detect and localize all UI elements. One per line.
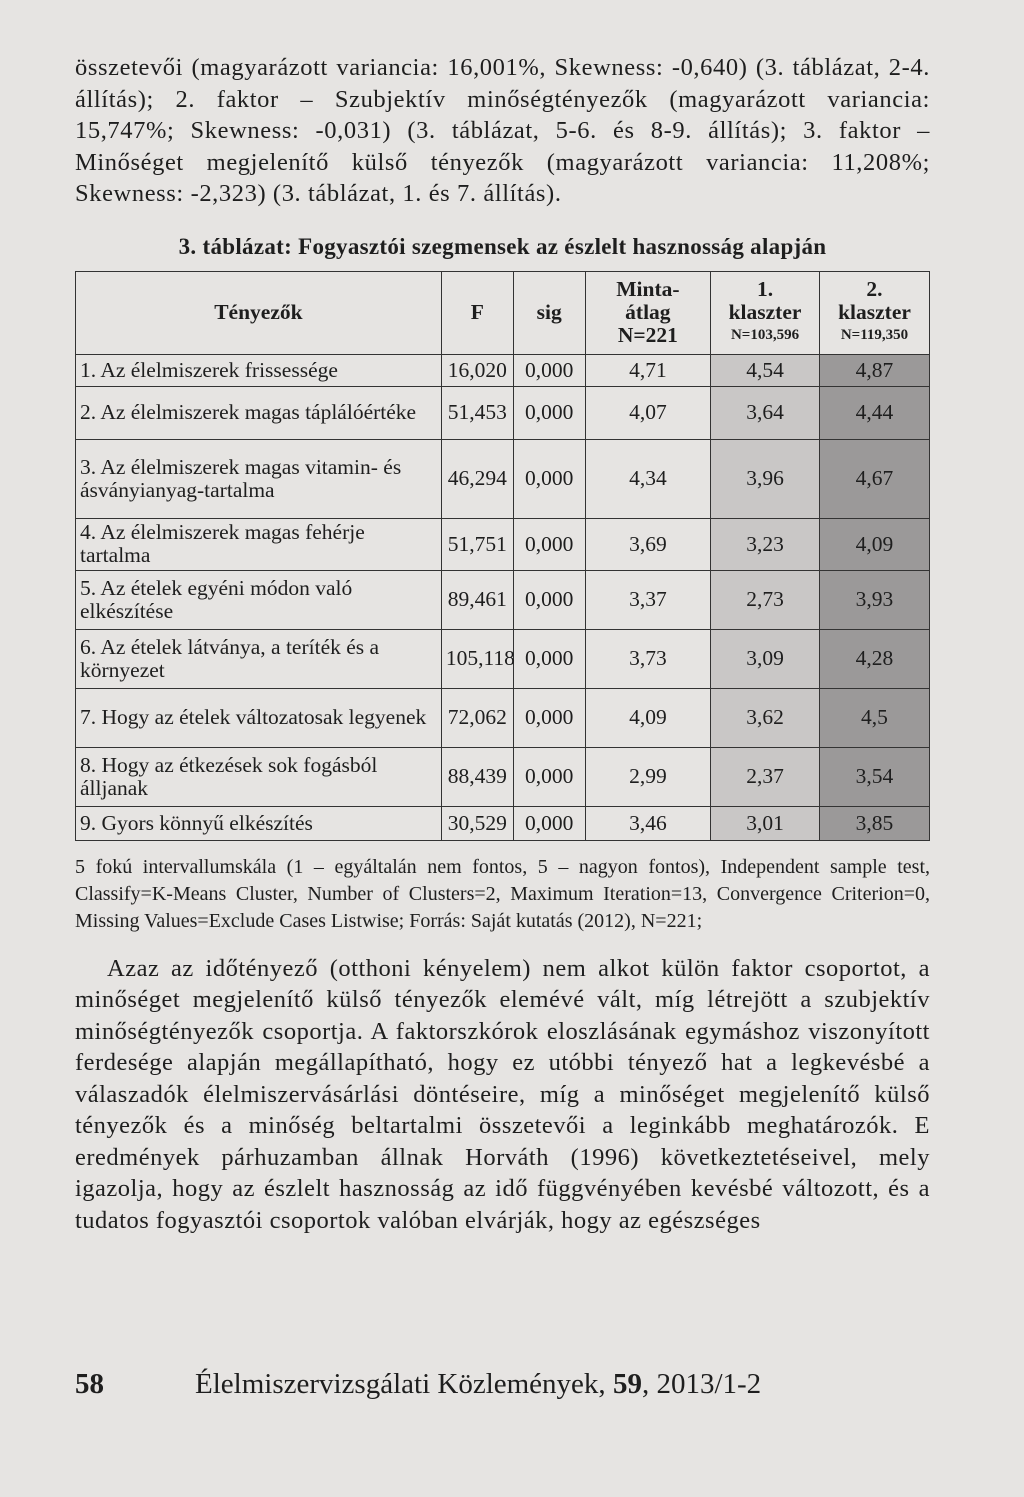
row-average-value: 4,34 xyxy=(585,439,710,518)
header-cluster-1 xyxy=(711,271,820,354)
row-cluster1-value: 3,64 xyxy=(711,386,820,439)
row-factor-name: 5. Az ételek egyéni módon való elkészítése xyxy=(76,570,442,629)
header-sig: sig xyxy=(513,271,585,354)
row-cluster2-value: 4,67 xyxy=(819,439,929,518)
header-k1-line2: klaszter xyxy=(728,300,802,324)
row-average-value: 4,71 xyxy=(585,354,710,386)
row-f-value: 89,461 xyxy=(441,570,513,629)
row-f-value: 30,529 xyxy=(441,806,513,840)
row-cluster1-value: 3,62 xyxy=(711,688,820,747)
row-cluster2-value: 4,28 xyxy=(819,629,929,688)
row-cluster2-value: 3,85 xyxy=(819,806,929,840)
row-cluster1-value: 2,73 xyxy=(711,570,820,629)
header-cluster-2 xyxy=(819,271,929,354)
table-row xyxy=(76,570,930,629)
header-avg-line1: Minta- xyxy=(616,277,680,301)
row-f-value: 16,020 xyxy=(441,354,513,386)
row-factor-name: 8. Hogy az étkezések sok fogásból álljanak xyxy=(76,747,442,806)
row-sig-value: 0,000 xyxy=(513,806,585,840)
row-sig-value: 0,000 xyxy=(513,518,585,570)
page-footer xyxy=(75,1368,930,1401)
row-sig-value: 0,000 xyxy=(513,629,585,688)
row-sig-value: 0,000 xyxy=(513,747,585,806)
header-avg-line2: átlag xyxy=(625,300,671,324)
header-k2-line2: klaszter xyxy=(838,300,911,324)
header-k2-line3: N=119,350 xyxy=(840,327,909,343)
page-number: 58 xyxy=(75,1368,104,1400)
row-f-value: 51,751 xyxy=(441,518,513,570)
row-average-value: 3,46 xyxy=(585,806,710,840)
header-k1-line3: N=103,596 xyxy=(730,327,800,343)
row-cluster1-value: 3,23 xyxy=(711,518,820,570)
row-cluster2-value: 4,5 xyxy=(819,688,929,747)
row-cluster1-value: 3,96 xyxy=(711,439,820,518)
row-average-value: 3,69 xyxy=(585,518,710,570)
row-factor-name: 9. Gyors könnyű elkészítés xyxy=(76,806,442,840)
row-average-value: 4,09 xyxy=(585,688,710,747)
row-f-value: 72,062 xyxy=(441,688,513,747)
row-sig-value: 0,000 xyxy=(513,688,585,747)
row-cluster2-value: 4,44 xyxy=(819,386,929,439)
journal-issue: , 2013/1-2 xyxy=(641,1368,762,1400)
page-content xyxy=(75,52,930,1236)
row-cluster1-value: 2,37 xyxy=(711,747,820,806)
results-table xyxy=(75,271,930,841)
journal-volume: 59 xyxy=(612,1368,642,1400)
row-average-value: 3,73 xyxy=(585,629,710,688)
table-row xyxy=(76,747,930,806)
row-cluster2-value: 3,93 xyxy=(819,570,929,629)
row-average-value: 3,37 xyxy=(585,570,710,629)
row-factor-name: 7. Hogy az ételek változatosak legyenek xyxy=(76,688,442,747)
row-f-value: 88,439 xyxy=(441,747,513,806)
table-row xyxy=(76,629,930,688)
table-row xyxy=(76,806,930,840)
table-row xyxy=(76,354,930,386)
row-factor-name: 1. Az élelmiszerek frissessége xyxy=(76,354,442,386)
row-cluster2-value: 4,87 xyxy=(819,354,929,386)
row-f-value: 46,294 xyxy=(441,439,513,518)
row-cluster2-value: 4,09 xyxy=(819,518,929,570)
header-avg-line3: N=221 xyxy=(617,323,678,347)
header-k2-line1: 2. xyxy=(866,277,883,301)
row-sig-value: 0,000 xyxy=(513,386,585,439)
row-cluster1-value: 3,09 xyxy=(711,629,820,688)
row-cluster2-value: 3,54 xyxy=(819,747,929,806)
row-cluster1-value: 4,54 xyxy=(711,354,820,386)
row-sig-value: 0,000 xyxy=(513,439,585,518)
row-cluster1-value: 3,01 xyxy=(711,806,820,840)
table-row xyxy=(76,688,930,747)
header-sample-average xyxy=(585,271,710,354)
row-f-value: 105,118 xyxy=(441,629,513,688)
row-factor-name: 6. Az ételek látványa, a teríték és a környezet xyxy=(76,629,442,688)
row-sig-value: 0,000 xyxy=(513,354,585,386)
table-row xyxy=(76,439,930,518)
header-k1-line1: 1. xyxy=(756,277,774,301)
journal-name: Élelmiszervizsgálati Közlemények, xyxy=(195,1368,613,1400)
row-average-value: 4,07 xyxy=(585,386,710,439)
journal-citation xyxy=(195,1368,761,1401)
header-f: F xyxy=(441,271,513,354)
row-factor-name: 4. Az élelmiszerek magas fehérje tartalma xyxy=(76,518,442,570)
row-average-value: 2,99 xyxy=(585,747,710,806)
row-sig-value: 0,000 xyxy=(513,570,585,629)
table-note: 5 fokú intervallumskála (1 – egyáltalán nem fontos, 5 – nagyon fontos), Independent sample test, Classify=K-Means Cluster, Number of Clusters=2, Maximum Iteration=13, Convergence Criterion=0, Missing Values=Exclude Cases Listwise; Forrás: Saját kutatás (2012), N=221; xyxy=(75,855,930,932)
table-row xyxy=(76,518,930,570)
table-header-row xyxy=(76,271,930,354)
body-paragraph: Azaz az időtényező (otthoni kényelem) nem alkot külön faktor csoportot, a minőséget megjelenítő külső tényezők elemévé vált, míg létrejött a szubjektív minőségtényezők csoportja. A faktorszkórok eloszlásának egymáshoz viszonyított ferdesége alapján megállapítható, hogy ez utóbbi tényező hat a legkevésbé a válaszadók élelmiszervásárlási döntéseire, míg a minőséget megjelenítő külső tényezők és a minőség beltartalmi összetevői a leginkább meghatározók. E eredmények párhuzamban állnak Horváth (1996) következtetéseivel, mely igazolja, hogy az észlelt hasznosság az idő függvényében kevésbé változott, és a tudatos fogyasztói csoportok valóban elvárják, hogy az egészséges xyxy=(75,954,930,1234)
row-f-value: 51,453 xyxy=(441,386,513,439)
row-factor-name: 3. Az élelmiszerek magas vitamin- és ásványianyag-tartalma xyxy=(76,439,442,518)
header-factors: Tényezők xyxy=(76,271,442,354)
row-factor-name: 2. Az élelmiszerek magas táplálóértéke xyxy=(76,386,442,439)
table-row xyxy=(76,386,930,439)
intro-paragraph: összetevői (magyarázott variancia: 16,001%, Skewness: -0,640) (3. táblázat, 2-4. állítás); 2. faktor – Szubjektív minőségtényezők (magyarázott variancia: 15,747%; Skewness: -0,031) (3. táblázat, 5-6. és 8-9. állítás); 3. faktor – Minőséget megjelenítő külső tényezők (magyarázott variancia: 11,208%; Skewness: -2,323) (3. táblázat, 1. és 7. állítás). xyxy=(75,54,930,207)
table-caption: 3. táblázat: Fogyasztói szegmensek az észlelt hasznosság alapján xyxy=(178,233,827,259)
